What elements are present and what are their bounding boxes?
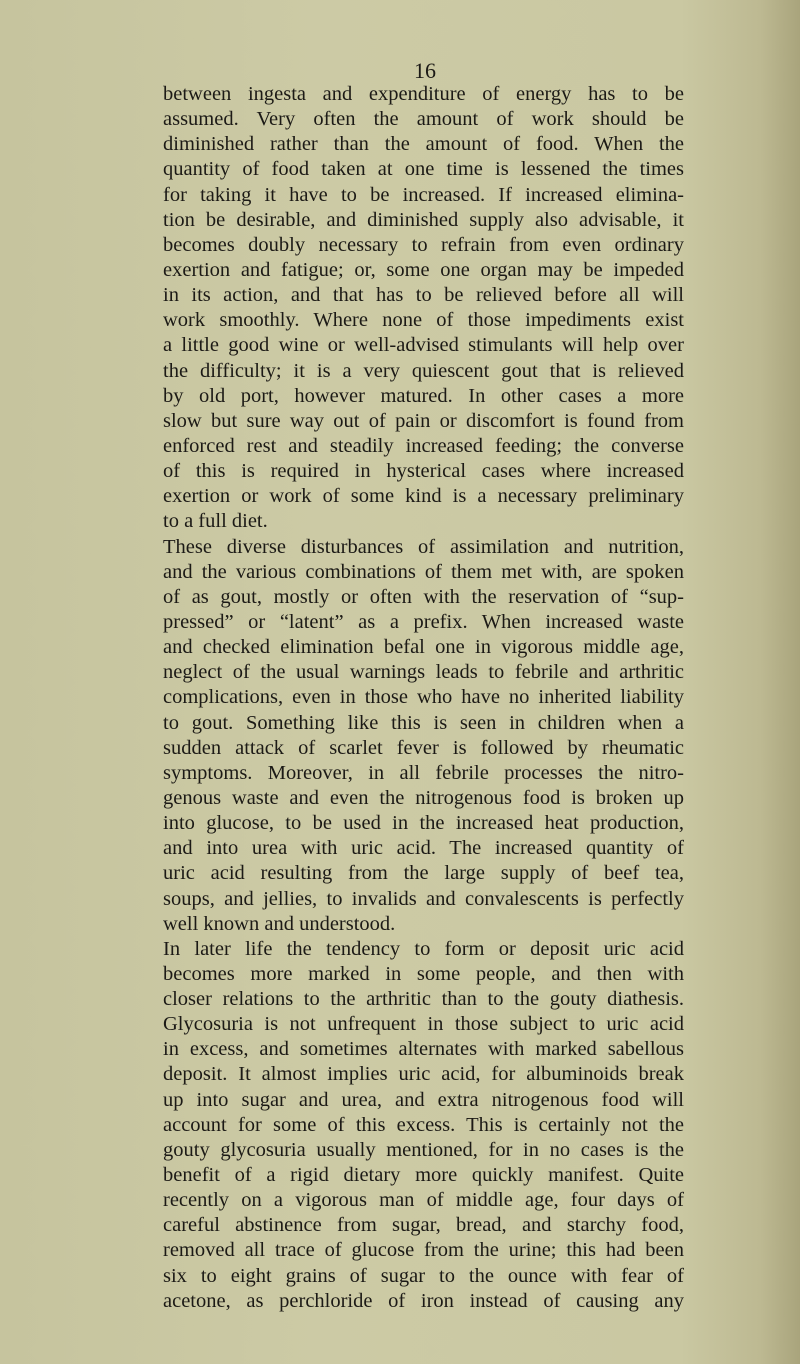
text-line: careful abstinence from sugar, bread, and starchy food, [163,1214,684,1237]
text-line: genous waste and even the nitrogenous food is broken up [163,786,684,809]
text-line: tion be desirable, and diminished supply also advisable, it [163,208,684,231]
text-line: and the various combinations of them met with, are spoken [163,560,684,583]
text-line: recently on a vigorous man of middle age, four days of [163,1189,684,1212]
body-text [163,82,684,1314]
text-line: acetone, as perchloride of iron instead of causing any [163,1289,684,1312]
text-line: well known and understood. [163,912,396,935]
text-line: for taking it have to be increased. If increased elimina- [163,183,684,206]
text-line: complications, even in those who have no inherited liability [163,686,684,709]
text-line: to a full diet. [163,510,268,533]
text-line: becomes more marked in some people, and then with [163,962,684,985]
text-line: between ingesta and expenditure of energy has to be [163,83,684,105]
text-line: benefit of a rigid dietary more quickly manifest. Quite [163,1164,684,1187]
text-line: These diverse disturbances of assimilation and nutrition, [163,535,684,558]
text-line: of this is required in hysterical cases where increased [163,460,684,483]
text-line: neglect of the usual warnings leads to febrile and arthritic [163,661,684,684]
text-line: in its action, and that has to be relieved before all will [163,284,684,307]
page-number: 16 [414,58,436,83]
text-line: enforced rest and steadily increased feeding; the converse [163,434,684,457]
text-line: and into urea with uric acid. The increased quantity of [163,837,684,860]
text-line: by old port, however matured. In other cases a more [163,384,684,407]
text-line: the difficulty; it is a very quiescent gout that is relieved [163,359,684,382]
text-line: of as gout, mostly or often with the reservation of “sup- [163,585,684,608]
text-line: diminished rather than the amount of food. When the [163,133,684,156]
text-line: assumed. Very often the amount of work should be [163,108,684,131]
text-line: pressed” or “latent” as a prefix. When increased waste [163,610,684,633]
text-line: up into sugar and urea, and extra nitrogenous food will [163,1088,684,1111]
text-line: slow but sure way out of pain or discomfort is found from [163,409,684,432]
text-line: exertion and fatigue; or, some one organ may be impeded [163,258,684,281]
text-line: In later life the tendency to form or deposit uric acid [163,937,684,960]
text-line: exertion or work of some kind is a necessary preliminary [163,485,684,508]
text-line: quantity of food taken at one time is lessened the times [163,158,684,181]
text-line: and checked elimination befal one in vigorous middle age, [163,636,684,659]
text-line: soups, and jellies, to invalids and convalescents is perfectly [163,887,684,910]
text-line: closer relations to the arthritic than to the gouty diathesis. [163,988,684,1011]
text-line: deposit. It almost implies uric acid, for albuminoids break [163,1063,684,1086]
text-line: in excess, and sometimes alternates with marked sabellous [163,1038,684,1061]
text-line: symptoms. Moreover, in all febrile processes the nitro- [163,761,684,784]
text-line: six to eight grains of sugar to the ounce with fear of [163,1264,684,1287]
text-line: becomes doubly necessary to refrain from even ordinary [163,233,684,256]
text-line: Glycosuria is not unfrequent in those subject to uric acid [163,1013,684,1036]
text-line: uric acid resulting from the large supply of beef tea, [163,862,684,885]
text-line: into glucose, to be used in the increased heat production, [163,812,684,835]
text-line: sudden attack of scarlet fever is followed by rheumatic [163,736,684,759]
text-line: account for some of this excess. This is certainly not the [163,1113,684,1136]
text-line: work smoothly. Where none of those impediments exist [163,309,684,332]
text-line: removed all trace of glucose from the urine; this had been [163,1239,684,1262]
text-line: gouty glycosuria usually mentioned, for in no cases is the [163,1138,684,1161]
text-line: to gout. Something like this is seen in children when a [163,711,684,734]
text-line: a little good wine or well-advised stimulants will help over [163,334,684,357]
